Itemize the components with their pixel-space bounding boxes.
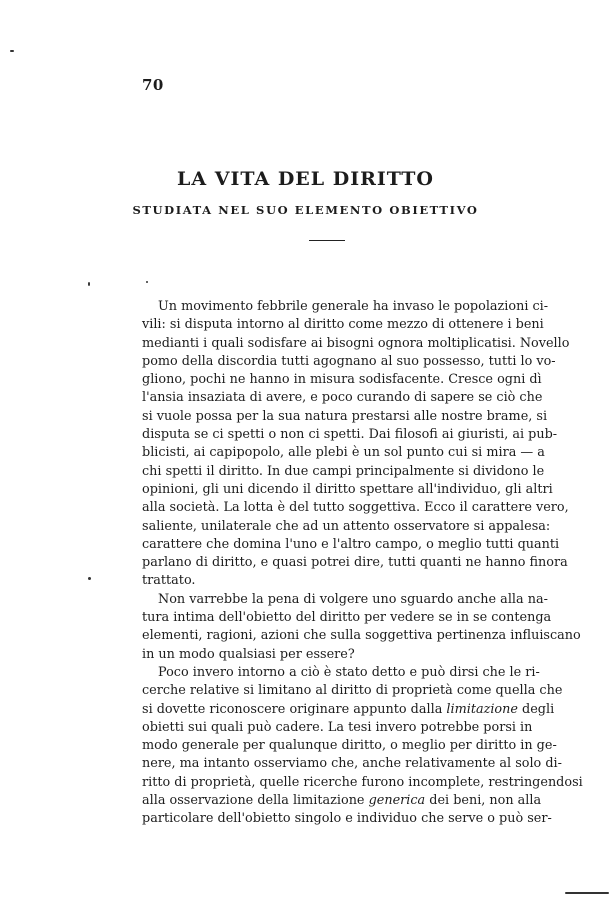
text-segment: degli xyxy=(522,701,555,717)
title-divider xyxy=(309,240,345,241)
text-line: trattato. xyxy=(142,573,196,589)
text-line: Non varrebbe la pena di volgere uno sguardo anche alla na- xyxy=(158,591,548,607)
ink-speck xyxy=(565,892,609,894)
ink-speck xyxy=(88,282,90,286)
text-line: carattere che domina l'uno e l'altro campo, o meglio tutti quanti xyxy=(142,536,560,552)
text-line: chi spetti il diritto. In due campi principalmente si dividono le xyxy=(142,463,545,479)
text-line: modo generale per qualunque diritto, o meglio per diritto in ge- xyxy=(142,738,557,754)
emphasized-word: limitazione xyxy=(446,701,518,717)
text-line: si vuole possa per la sua natura prestarsi alle nostre brame, si xyxy=(142,408,548,424)
body-text xyxy=(142,298,583,829)
article-title: LA VITA DEL DIRITTO xyxy=(177,168,434,190)
emphasized-word: generica xyxy=(368,793,426,809)
page-number: 70 xyxy=(142,76,164,94)
text-line: disputa se ci spetti o non ci spetti. Dai filosofi ai giuristi, ai pub- xyxy=(142,427,558,443)
ink-speck xyxy=(146,281,148,283)
text-line: tura intima dell'obietto del diritto per vedere se in se contenga xyxy=(142,610,552,626)
text-line: obietti sui quali può cadere. La tesi invero potrebbe porsi in xyxy=(142,719,533,735)
text-line: elementi, ragioni, azioni che sulla soggettiva pertinenza influiscano xyxy=(142,628,581,644)
text-line: nere, ma intanto osserviamo che, anche relativamente al solo di- xyxy=(142,756,562,772)
text-segment: dei beni, non alla xyxy=(429,793,542,809)
text-line: blicisti, ai capipopolo, alle plebi è un sol punto cui si mira — a xyxy=(142,445,545,461)
ink-speck xyxy=(10,50,14,52)
text-line: vili: si disputa intorno al diritto come mezzo di ottenere i beni xyxy=(142,317,544,333)
text-line: ritto di proprietà, quelle ricerche furono incomplete, restringendosi xyxy=(142,774,583,790)
text-line: medianti i quali sodisfare ai bisogni ognora moltiplicatisi. Novello xyxy=(142,335,570,351)
text-line xyxy=(142,792,542,810)
text-line: parlano di diritto, e quasi potrei dire, tutti quanti ne hanno finora xyxy=(142,555,568,571)
ink-speck xyxy=(88,577,91,580)
text-line: cerche relative si limitano al diritto di proprietà come quella che xyxy=(142,683,563,699)
text-line: alla società. La lotta è del tutto soggettiva. Ecco il carattere vero, xyxy=(142,500,569,516)
article-subtitle: STUDIATA NEL SUO ELEMENTO OBIETTIVO xyxy=(132,203,479,217)
text-line: Poco invero intorno a ciò è stato detto e può dirsi che le ri- xyxy=(158,664,540,680)
text-line xyxy=(142,701,555,719)
text-segment: alla osservazione della limitazione xyxy=(142,793,365,809)
text-line: opinioni, gli uni dicendo il diritto spettare all'individuo, gli altri xyxy=(142,481,553,497)
text-line: l'ansia insaziata di avere, e poco curando di sapere se ciò che xyxy=(142,390,543,406)
text-line: particolare dell'obietto singolo e individuo che serve o può ser- xyxy=(142,811,552,827)
text-segment: si dovette riconoscere originare appunto dalla xyxy=(142,701,443,717)
text-line: in un modo qualsiasi per essere? xyxy=(142,646,355,662)
text-line: pomo della discordia tutti agognano al suo possesso, tutti lo vo- xyxy=(142,353,556,369)
text-line: Un movimento febbrile generale ha invaso le popolazioni ci- xyxy=(158,299,549,314)
text-line: saliente, unilaterale che ad un attento osservatore si appalesa: xyxy=(142,518,551,534)
text-line: gliono, pochi ne hanno in misura sodisfacente. Cresce ogni dì xyxy=(142,372,542,388)
